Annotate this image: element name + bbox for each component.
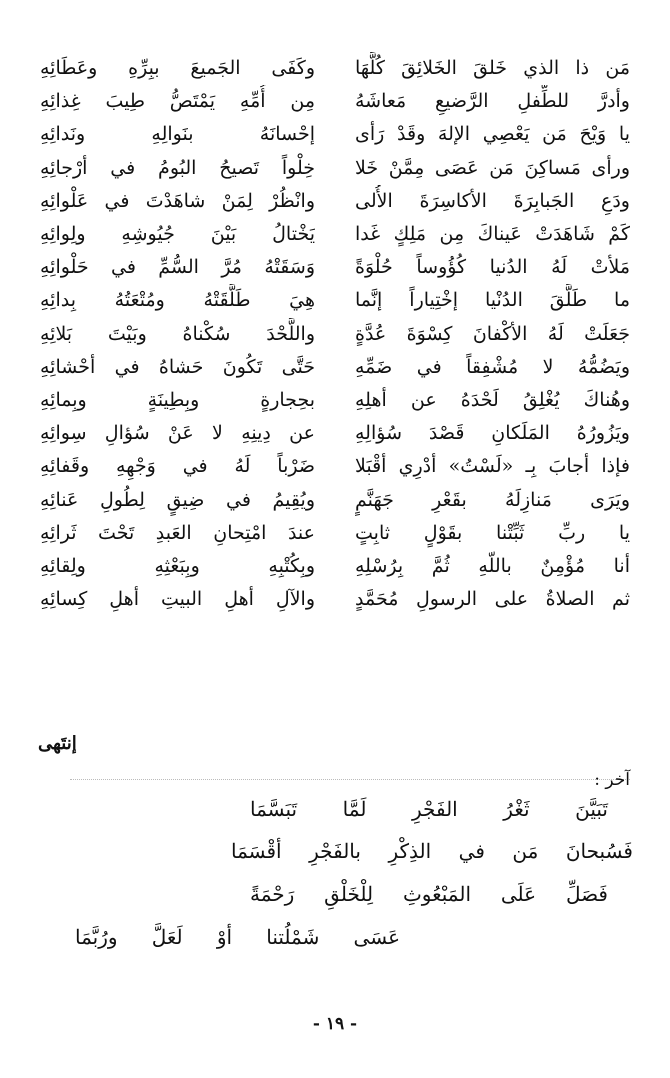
verse-row <box>40 185 630 218</box>
verse-first-hemistich: ثم الصلاةُ على الرسولِ مُحَمَّدٍ <box>355 588 630 611</box>
couplet-line: عَسَى شَمْلُتنا أوْ لَعَلَّ ورُبَّمَا <box>75 925 400 949</box>
verse-first-hemistich: ما طَلَّقَ الدُنْيا إخْتِياراً إنَّما <box>355 289 630 312</box>
verse-second-hemistich: ضَرْباً لَهُ في وَجْهِهِ وقَفائِهِ <box>40 455 315 478</box>
verse-row <box>40 550 630 583</box>
verse-first-hemistich: مَلأتْ لَهُ الدُنيا كُؤُوساً حُلْوَةً <box>355 256 630 279</box>
page-number: - ١٩ - <box>312 1014 358 1034</box>
verse-second-hemistich: حَتَّى تَكُونَ حَشاهُ في أحْشائِهِ <box>40 355 315 378</box>
verse-first-hemistich: فإذا أجابَ بِـ «لَسْتُ» أدْرِي أقْبَلا <box>355 455 630 478</box>
verse-second-hemistich: عن دِينِهِ لا عَنْ سُؤالِ سِوائِهِ <box>40 422 315 445</box>
verse-first-hemistich: ويَرَى مَنازِلَهُ بقَعْرِ جَهَنَّمٍ <box>355 488 630 511</box>
couplet-line: فَصَلِّ عَلَى المَبْعُوثِ لِلْخَلْقِ رَحْمَةً <box>250 882 608 906</box>
verse-row <box>40 251 630 284</box>
verse-first-hemistich: ودَعِ الجَبابِرَةَ الأكاسِرَةَ الأُلى <box>355 189 630 212</box>
verse-second-hemistich: وبِكُتْبِهِ وبِبَعْثِهِ ولِقائِهِ <box>40 554 315 577</box>
verse-second-hemistich: مِن أُمِّهِ يَمْتَصُّ طِيبَ غِذائِهِ <box>40 90 315 113</box>
section-divider <box>70 779 630 780</box>
poem <box>40 52 630 616</box>
verse-first-hemistich: ويَزُورُهُ المَلَكانِ قَصْدَ سُؤالِهِ <box>355 422 630 445</box>
verse-row <box>40 284 630 317</box>
verse-first-hemistich: كَمْ شَاهَدَتْ عَيناكَ مِن مَلِكٍ غَدا <box>355 223 630 246</box>
verse-row <box>40 583 630 616</box>
verse-second-hemistich: واللَّحْدَ سُكْناهُ وبَيْتَ بَلائِهِ <box>40 322 315 345</box>
verse-first-hemistich: أنا مُؤْمِنٌ باللّهِ ثُمَّ بِرُسْلِهِ <box>355 554 630 577</box>
verse-second-hemistich: هِيَ طَلَّقَتْهُ ومُتْعَتُهُ بِدائِهِ <box>40 289 315 312</box>
verse-second-hemistich: بحِجارةٍ وبِطِينَةٍ وبِمائِهِ <box>40 388 315 411</box>
verse-first-hemistich: ورأى مَساكِنَ مَن عَصَى مِمَّنْ خَلا <box>355 156 630 179</box>
verse-second-hemistich: وَسَقَتْهُ مُرَّ السُّمِّ في حَلْوائِهِ <box>40 256 315 279</box>
verse-first-hemistich: وهُناكَ يُغْلِقُ لَحْدَهُ عن أهلِهِ <box>355 388 630 411</box>
verse-row <box>40 417 630 450</box>
verse-second-hemistich: ويُقِيمُ في ضِيقٍ لِطُولِ عَنائِهِ <box>40 488 315 511</box>
verse-row <box>40 52 630 85</box>
verse-first-hemistich: وأدرَّ للطِّفلِ الرَّضيعِ مَعاشَهُ <box>355 90 630 113</box>
verse-second-hemistich: خِلْواً تَصيحُ البُومُ في أرْجائِهِ <box>40 156 315 179</box>
couplet-line: فَسُبحانَ مَن في الذِكْرِ بالفَجْرِ أقْسَمَا <box>231 839 633 863</box>
verse-second-hemistich: وكَفَى الجَميعَ ببِرِّهِ وعَطَائِهِ <box>40 57 315 80</box>
verse-second-hemistich: عندَ امْتِحانِ العَبدِ تَحْتَ ثَرائِهِ <box>40 521 315 544</box>
verse-second-hemistich: وانْظُرْ لِمَنْ شاهَدْتَ في عَلْوائِهِ <box>40 189 315 212</box>
verse-row <box>40 351 630 384</box>
verse-first-hemistich: ويَضُمُّهُ لا مُشْفِقاً في ضَمِّهِ <box>355 355 630 378</box>
verse-row <box>40 483 630 516</box>
couplet-line: تَبَيَّنَ ثَغْرُ الفَجْرِ لَمَّا تَبَسَّمَا <box>250 797 608 821</box>
verse-row <box>40 450 630 483</box>
poem-ending: إنتَهى <box>38 733 77 754</box>
verse-row <box>40 118 630 151</box>
verse-row <box>40 218 630 251</box>
section-label: آخر : <box>594 770 630 790</box>
verse-first-hemistich: جَعَلَتْ لَهُ الأكْفانَ كِسْوَةَ عُدَّةٍ <box>355 322 630 345</box>
verse-second-hemistich: إحْسانَهُ بنَوالِهِ ونَدائِهِ <box>40 123 315 146</box>
verse-second-hemistich: يَخْتالُ بَيْنَ جُيُوشِهِ ولِوائِهِ <box>40 223 315 246</box>
verse-row <box>40 318 630 351</box>
verse-row <box>40 152 630 185</box>
verse-row <box>40 517 630 550</box>
verse-first-hemistich: يا ربِّ ثَبِّتْنا بقَوْلٍ ثابِتٍ <box>355 521 630 544</box>
verse-row <box>40 384 630 417</box>
verse-second-hemistich: والآلِ أهلِ البيتِ أهلِ كِسائِهِ <box>40 588 315 611</box>
verse-first-hemistich: يا وَيْحَ مَن يَعْصِي الإلهَ وقَدْ رَأى <box>355 123 630 146</box>
verse-row <box>40 85 630 118</box>
verse-first-hemistich: مَن ذا الذي خَلقَ الخَلائِقَ كُلَّهَا <box>355 57 630 80</box>
